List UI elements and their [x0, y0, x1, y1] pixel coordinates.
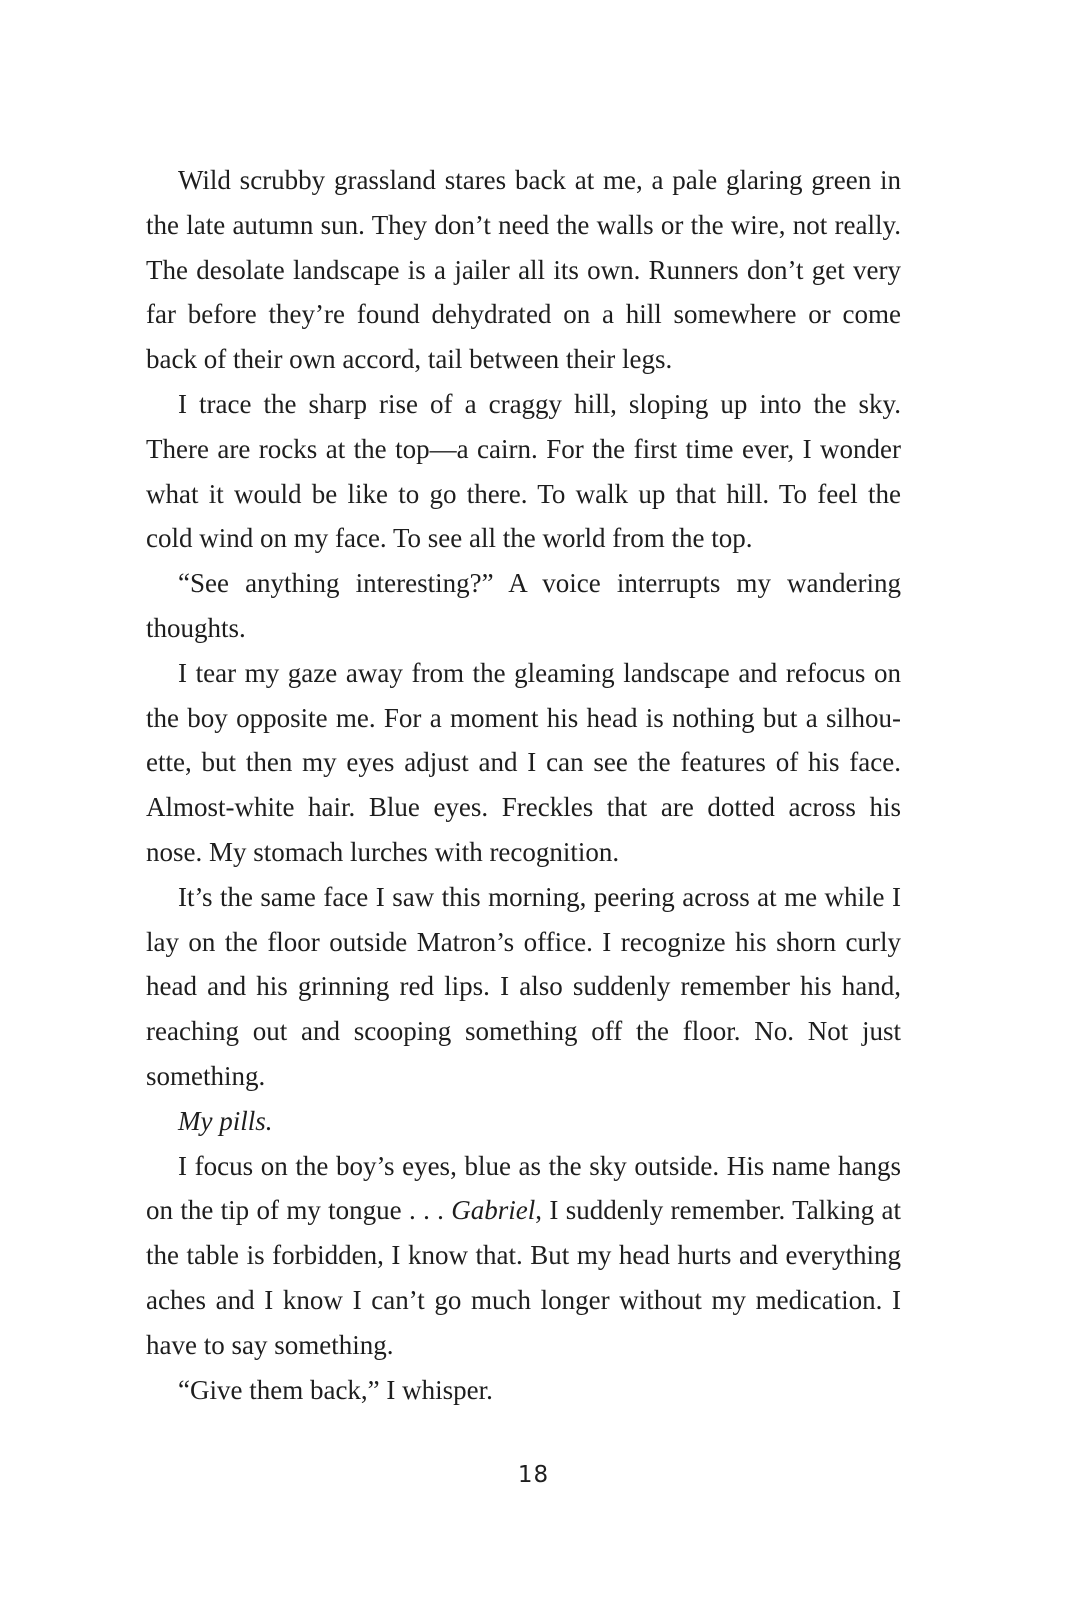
- paragraph-7-start: I focus on the boy’s eyes, blue as the sky outside. His name hangs on the tip of my tongue . . .: [146, 1150, 901, 1226]
- paragraph-7: [146, 1144, 901, 1368]
- italic-phrase: My pills.: [178, 1105, 273, 1136]
- paragraph-3: “See anything interesting?” A voice interrupts my wandering thoughts.: [146, 568, 901, 643]
- italic-name: Gabriel: [451, 1195, 536, 1226]
- paragraph-1: Wild scrubby grassland stares back at me, a pale glaring green in the late autumn sun. They don’t need the walls or the wire, not really. The desolate landscape is a jailer all its own. Runners don’t get very far before they’re found dehydrated on a hill somewhere or come back of their own accord, tail between their legs.: [146, 165, 901, 375]
- paragraph-5: It’s the same face I saw this morning, peering across at me while I lay on the floor outside Matron’s office. I recognize his shorn curly head and his grinning red lips. I also suddenly remember his hand, reaching out and scooping something off the floor. No. Not just something.: [146, 881, 901, 1091]
- paragraph-6: [146, 1099, 901, 1144]
- paragraph-2: I trace the sharp rise of a craggy hill, sloping up into the sky. There are rocks at the top—a cairn. For the first time ever, I wonder what it would be like to go there. To walk up that hill. To feel the cold wind on my face. To see all the world from the top.: [146, 388, 901, 554]
- body-text: [146, 158, 901, 1412]
- page-number: 18: [517, 1462, 550, 1488]
- paragraph-4: I tear my gaze away from the gleaming landscape and refocus on the boy opposite me. For a moment his head is nothing but a silhouette, but then my eyes adjust and I can see the features of his face. Almost-white hair. Blue eyes. Freckles that are dotted across his nose. My stomach lurches with recognition.: [146, 657, 901, 867]
- paragraph-7-end: , I suddenly remember. Talking at the table is forbidden, I know that. But my head hurts and everything aches and I know I can’t go much longer without my medication. I have to say something.: [146, 1195, 902, 1360]
- paragraph-8: “Give them back,” I whisper.: [178, 1374, 493, 1405]
